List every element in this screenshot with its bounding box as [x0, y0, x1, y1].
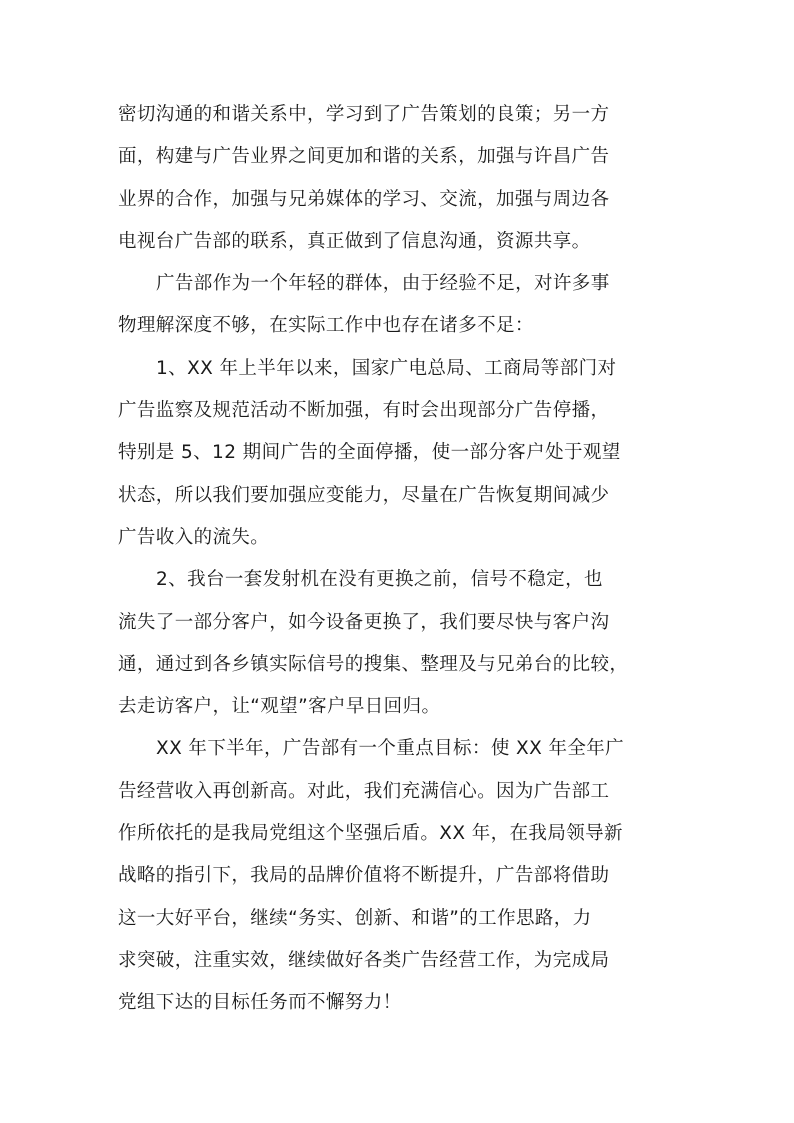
document-body: [118, 94, 684, 1025]
text-line: 业界的合作，加强与兄弟媒体的学习、交流，加强与周边各: [118, 188, 610, 210]
text-line: 党组下达的目标任务而不懈努力！: [118, 992, 402, 1014]
paragraph-first-line: 2、我台一套发射机在没有更换之前，信号不稳定，也: [156, 569, 603, 591]
text-line: 这一大好平台，继续“务实、创新、和谐”的工作思路，力: [118, 907, 592, 929]
text-line: 告经营收入再创新高。对此，我们充满信心。因为广告部工: [118, 780, 610, 802]
text-line: 去走访客户，让“观望”客户早日回归。: [118, 696, 441, 718]
text-line: 面，构建与广告业界之间更加和谐的关系，加强与许昌广告: [118, 146, 610, 168]
paragraph-first-line: 1、XX 年上半年以来，国家广电总局、工商局等部门对: [156, 357, 617, 379]
text-line: 通，通过到各乡镇实际信号的搜集、整理及与兄弟台的比较，: [118, 653, 629, 675]
text-line: 特别是 5、12 期间广告的全面停播，使一部分客户处于观望: [118, 442, 621, 464]
text-line: 战略的指引下，我局的品牌价值将不断提升，广告部将借助: [118, 865, 610, 887]
text-line: 密切沟通的和谐关系中，学习到了广告策划的良策；另一方: [118, 104, 610, 125]
text-line: 物理解深度不够，在实际工作中也存在诸多不足：: [118, 315, 534, 337]
text-line: 流失了一部分客户，如今设备更换了，我们要尽快与客户沟: [118, 611, 610, 633]
paragraph-first-line: 广告部作为一个年轻的群体，由于经验不足，对许多事: [156, 273, 610, 295]
text-line: 作所依托的是我局党组这个坚强后盾。XX 年，在我局领导新: [118, 823, 623, 845]
text-line: 广告收入的流失。: [118, 526, 270, 548]
text-line: 求突破，注重实效，继续做好各类广告经营工作，为完成局: [118, 949, 610, 971]
text-line: 状态，所以我们要加强应变能力，尽量在广告恢复期间减少: [118, 484, 610, 506]
paragraph-first-line: XX 年下半年，广告部有一个重点目标：使 XX 年全年广: [156, 738, 625, 760]
text-line: 广告监察及规范活动不断加强，有时会出现部分广告停播，: [118, 400, 610, 422]
text-line: 电视台广告部的联系，真正做到了信息沟通，资源共享。: [118, 230, 591, 252]
